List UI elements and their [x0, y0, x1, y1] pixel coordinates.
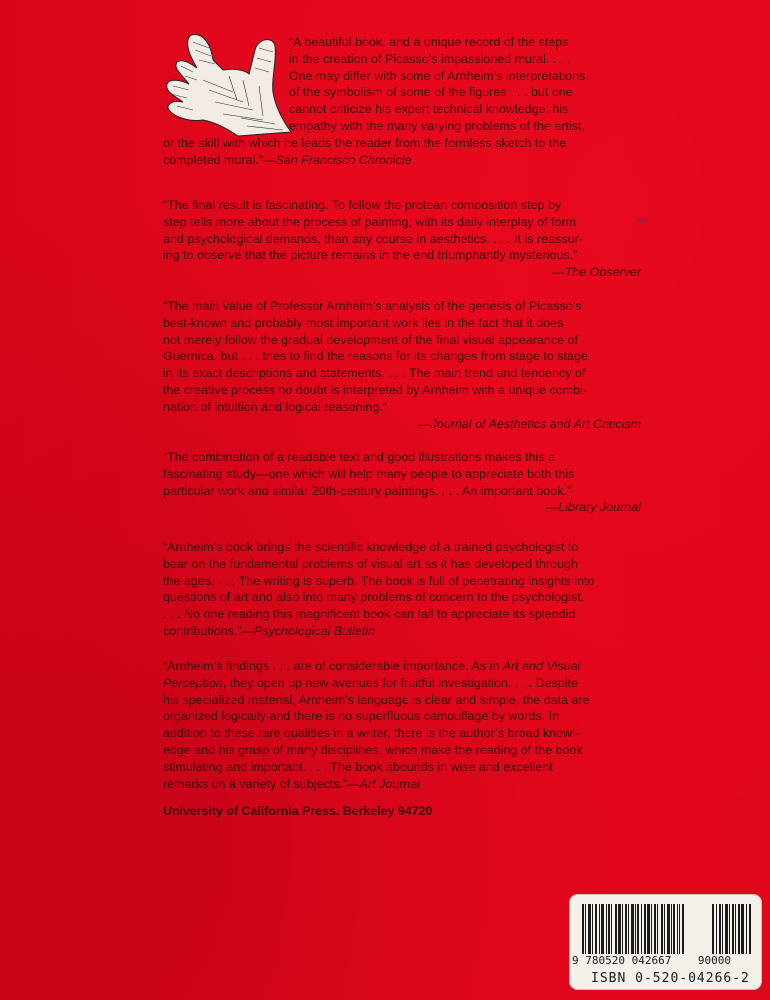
addon-barcode-icon: [712, 904, 751, 954]
review-line: in the creation of Picasso’s impassioned mural. . . .: [289, 51, 571, 66]
review-source: —Journal of Aesthetics and Art Criticism: [418, 416, 641, 431]
review-line-with-source: [163, 152, 641, 169]
review-line: “The combination of a readable text and good illustrations makes this a: [163, 450, 556, 464]
review-text: “Arnheim’s findings . . . are of considerable importance. As in: [163, 659, 503, 673]
review-line: [163, 658, 641, 675]
review-line: One may differ with some of Arnheim’s interpretations: [289, 68, 586, 83]
review-source: Art Journal: [359, 776, 421, 791]
review-line-with-source: [163, 776, 641, 793]
review-line: bear on the fundamental problems of visual art as it has developed through: [163, 556, 578, 571]
review-line: nation of intuition and logical reasoning.”: [163, 399, 387, 414]
review-line: [163, 675, 641, 692]
review-line: the creative process no doubt is interpreted by Arnheim with a unique combi-: [163, 382, 587, 397]
review-line: of the symbolism of some of the figures . . . but one: [289, 85, 573, 100]
publisher-imprint: University of California Press, Berkeley 94720: [163, 804, 433, 818]
review-source: —The Observer: [552, 265, 641, 280]
review-line: cannot criticize his expert technical knowledge, his: [289, 102, 569, 117]
isbn-number: ISBN 0-520-04266-2: [591, 971, 750, 986]
review-line-with-source: [163, 623, 641, 640]
review-source: San Francisco Chronicle: [275, 152, 412, 167]
review-line: in its exact descriptions and statements. . . . The main trend and tendency of: [163, 366, 586, 381]
review-text: completed mural.”—: [163, 152, 276, 167]
book-title-italic: Art and Visual: [502, 659, 581, 673]
review-text: , they open up new avenues for fruitful investigation. . . . Despite: [222, 675, 579, 690]
review-line: stimulating and important. . . . The book abounds in wise and excellent: [163, 759, 553, 774]
review-text: remarks on a variety of subjects.”—: [163, 776, 360, 791]
review-line: his specialized material, Arnheim’s language is clear and simple, the data are: [163, 692, 590, 707]
review-line: particular work and similar 20th-century paintings. . . . An important book.”: [163, 483, 572, 498]
review-line: Guernica, but . . . tries to find the reasons for its changes from stage to stage: [163, 349, 588, 364]
review-journal-of-aesthetics: [163, 298, 641, 432]
review-text: contributions.”—: [163, 623, 255, 638]
review-line: “The final result is fascinating. To follow the protean composition step by: [163, 198, 562, 212]
ean-barcode-icon: [582, 904, 684, 954]
barcode-digits: 9 780520 042667 90000: [572, 954, 731, 967]
review-line: questions of art and also into many problems of concern to the psychologist.: [163, 590, 585, 605]
review-line: or the skill with which he leads the reader from the formless sketch to the: [163, 135, 567, 150]
print-smudge: [636, 218, 648, 223]
review-line: and psychological demands, than any course in aesthetics. . . . It is reassur-: [163, 231, 583, 246]
review-the-observer: [163, 197, 641, 281]
review-line: addition to these rare qualities in a writer, there is the author’s broad knowl-: [163, 726, 580, 741]
review-line: not merely follow the gradual development of the final visual appearance of: [163, 332, 578, 347]
review-line: edge and his grasp of many disciplines, which make the reading of the book: [163, 742, 583, 757]
review-line: . . . No one reading this magnificent book can fail to appreciate its splendid: [163, 607, 576, 622]
review-psychological-bulletin: [163, 539, 641, 640]
review-line: “The main value of Professor Arnheim’s analysis of the genesis of Picasso’s: [163, 299, 582, 313]
review-line: “Arnheim’s book brings the scientific knowledge of a trained psychologist to: [163, 540, 579, 554]
review-line: fascinating study—one which will help many people to appreciate both this: [163, 466, 575, 481]
book-title-italic: Perception: [163, 675, 223, 690]
review-line: organized logically and there is no superfluous camouflage by words. In: [163, 709, 560, 724]
review-line: the ages. . . . The writing is superb. The book is full of penetrating insights into: [163, 573, 595, 588]
review-line: empathy with the many varying problems of the artist,: [289, 118, 586, 133]
review-line: step tells more about the process of painting, with its daily interplay of form: [163, 214, 577, 229]
review-art-journal: [163, 658, 641, 792]
review-source: Psychological Bulletin: [254, 623, 375, 638]
review-line: ing to observe that the picture remains in the end triumphantly mysterious.”: [163, 248, 578, 263]
review-san-francisco-chronicle: [163, 34, 641, 168]
review-library-journal: [163, 449, 641, 516]
review-line: “A beautiful book, and a unique record of the steps: [289, 35, 569, 49]
review-source: —Library Journal: [545, 500, 641, 515]
review-line: best-known and probably most important work lies in the fact that it does: [163, 315, 564, 330]
isbn-barcode-label: [569, 894, 762, 990]
